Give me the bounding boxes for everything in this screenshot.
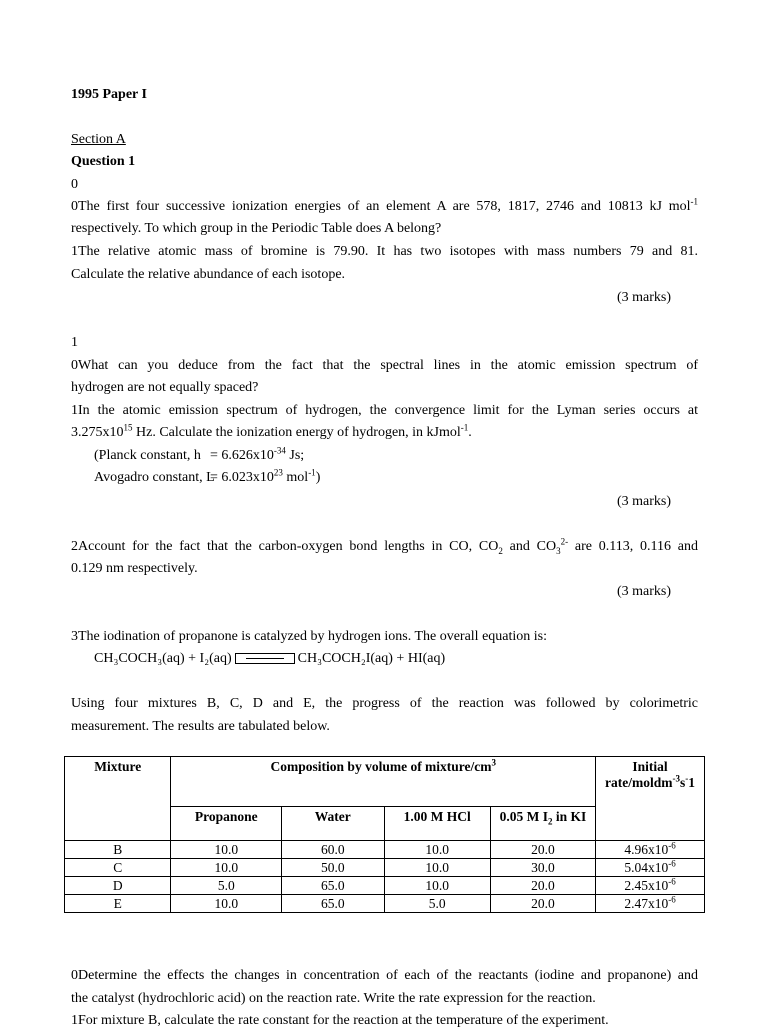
cell-water: 65.0 [282, 877, 384, 895]
equilibrium-arrow-icon [235, 653, 295, 664]
part-ii-b-text-cont: $3.275x10^{15}$ Hz. Calculate the ionization energy of hydrogen, in kJmol$^{-1}$. [71, 422, 472, 440]
header-propanone: Propanone [171, 807, 282, 841]
reaction-equation [94, 650, 721, 668]
cell-rate: $2.47x10^{-6}$ [596, 895, 705, 913]
equation-reactants: CH₃COCH₃(aq) + I₂(aq) [94, 651, 232, 666]
part-i-b-text-cont: Calculate the relative abundance of each isotope. [71, 267, 346, 282]
cell-iodine: 20.0 [490, 877, 595, 895]
cell-mixture: B [65, 841, 171, 859]
cell-water: 65.0 [282, 895, 384, 913]
cell-iodine: 20.0 [490, 895, 595, 913]
cell-propanone: 5.0 [171, 877, 282, 895]
part-ii-label: 1 [71, 335, 78, 350]
header-composition: Composition by volume of mixture/$cm^3$ [171, 757, 596, 807]
cell-water: 50.0 [282, 859, 384, 877]
header-water: Water [282, 807, 384, 841]
part-iv-text: 3The iodination of propanone is catalyzed by hydrogen ions. The overall equation is: [71, 629, 548, 644]
cell-hcl: 10.0 [384, 877, 490, 895]
part-ii-a-text: 0What can you deduce from the fact that the spectral lines in the atomic emission spectrum of [71, 358, 698, 373]
part-i-b-text: 1The relative atomic mass of bromine is 79.90. It has two isotopes with mass numbers 79 and 81. [71, 244, 698, 259]
part-ii-b-text: 1In the atomic emission spectrum of hydrogen, the convergence limit for the Lyman series occurs at [71, 403, 698, 418]
part-ii-marks: (3 marks) [616, 494, 671, 509]
cell-mixture: C [65, 859, 171, 877]
avogadro-constant: Avogadro constant, $L= 6.023x10^{23}$ mol$^{-1}$) [94, 467, 321, 485]
cell-hcl: 10.0 [384, 841, 490, 859]
cell-hcl: 10.0 [384, 859, 490, 877]
follow-up-a-text-cont: the catalyst (hydrochloric acid) on the reaction rate. Write the rate expression for the reaction. [71, 991, 596, 1006]
cell-rate: $2.45x10^{-6}$ [596, 877, 705, 895]
cell-water: 60.0 [282, 841, 384, 859]
results-table [64, 756, 705, 913]
follow-up-b-text: 1For mixture B, calculate the rate constant for the reaction at the temperature of the experiment. [71, 1013, 609, 1028]
cell-propanone: 10.0 [171, 841, 282, 859]
cell-hcl: 5.0 [384, 895, 490, 913]
header-initial-rate: Initial rate/moldm$^{-3}$s-1 [596, 757, 705, 841]
part-iii-text: 2Account for the fact that the carbon-oxygen bond lengths in CO, $CO_2$ and $CO_3^{2-}$ are 0.113, 0.116 and [71, 536, 699, 556]
part-i-marks: (3 marks) [616, 290, 671, 305]
cell-mixture: D [65, 877, 171, 895]
table-row [65, 895, 705, 913]
section-heading: Section A [71, 132, 126, 147]
table-intro-cont: measurement. The results are tabulated below. [71, 719, 330, 734]
part-iii-text-cont: 0.129 nm respectively. [71, 561, 198, 576]
header-mixture: Mixture [65, 757, 171, 841]
cell-mixture: E [65, 895, 171, 913]
paper-title: 1995 Paper I [71, 87, 147, 102]
cell-iodine: 30.0 [490, 859, 595, 877]
follow-up-a-text: 0Determine the effects the changes in concentration of each of the reactants (iodine and propanone) and [71, 968, 698, 983]
part-i-label: 0 [71, 177, 78, 192]
cell-rate: $4.96x10^{-6}$ [596, 841, 705, 859]
equation-products: CH₃COCH₂I(aq) + HI(aq) [297, 651, 446, 666]
header-hcl: 1.00 M HCl [384, 807, 490, 841]
part-ii-a-text-cont: hydrogen are not equally spaced? [71, 380, 259, 395]
part-iii-marks: (3 marks) [616, 584, 671, 599]
question-heading: Question 1 [71, 154, 136, 169]
cell-propanone: 10.0 [171, 895, 282, 913]
cell-iodine: 20.0 [490, 841, 595, 859]
cell-rate: $5.04x10^{-6}$ [596, 859, 705, 877]
header-iodine: 0.05 M $I_2$ in KI [490, 807, 595, 841]
table-row [65, 859, 705, 877]
table-intro: Using four mixtures B, C, D and E, the progress of the reaction was followed by colorimetric [71, 696, 698, 711]
part-i-a-text: 0The first four successive ionization energies of an element A are 578, 1817, 2746 and 10813 kJ mol$^{-1}$ [71, 196, 698, 214]
cell-propanone: 10.0 [171, 859, 282, 877]
planck-constant: (Planck constant, $h = 6.626x10^{-34}$ Js; [94, 445, 305, 463]
table-row [65, 841, 705, 859]
part-i-a-text-cont: respectively. To which group in the Periodic Table does A belong? [71, 221, 442, 236]
table-row [65, 877, 705, 895]
